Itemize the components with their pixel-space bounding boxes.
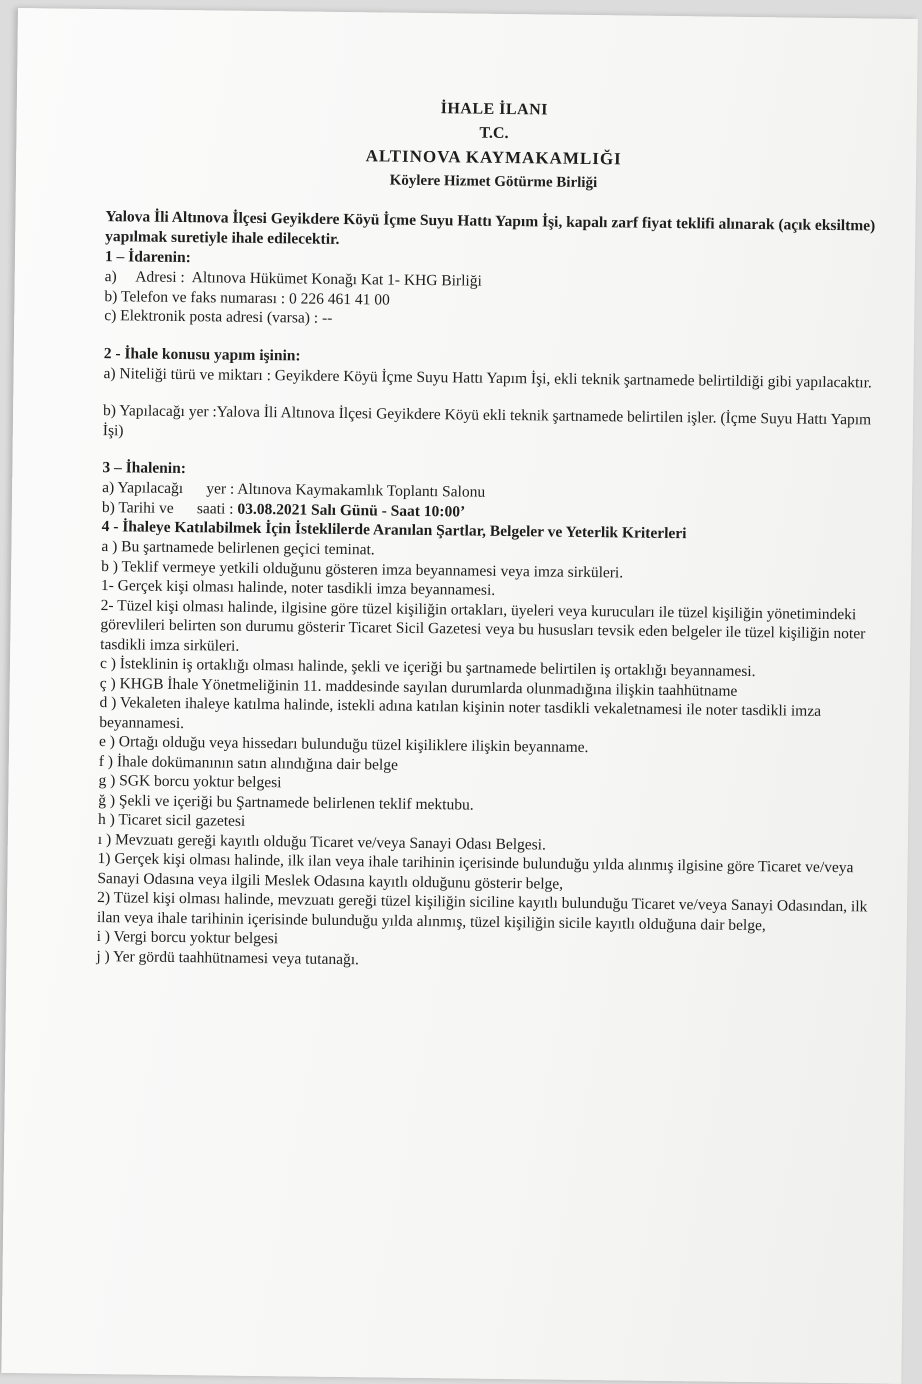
section-1-phone: b) Telefon ve faks numarası : 0 226 461 41 00 (104, 287, 390, 309)
requirement-item: c ) İsteklinin iş ortaklığı olması halinde, şekli ve içeriği bu şartnamede belirtilen iş ortaklığı beyannamesi. (99, 655, 756, 681)
requirement-item: d ) Vekaleten ihaleye katılma halinde, istekli adına katılan kişinin noter tasdikli vekaletnamesi ile noter tasdikli imza beyannamesi. (99, 694, 822, 732)
document-page (1, 8, 918, 1384)
section-2-nature: a) Niteliği türü ve miktarı : Geyikdere Köyü İçme Suyu Hattı Yapım İşi, ekli teknik şartnamede belirtildiği gibi yapılacaktır. (103, 364, 872, 391)
requirement-item: g ) SGK borcu yoktur belgesi (98, 772, 282, 792)
requirement-item: ı ) Mevzuatı gereği kayıtlı olduğu Ticaret ve/veya Sanayi Odası Belgesi. (97, 830, 547, 854)
document-header (106, 93, 882, 198)
requirement-item: ç ) KHGB İhale Yönetmeliğinin 11. maddesinde sayılan durumlarda olunmadığına ilişkin taahhütname (99, 674, 738, 700)
section-3-title: 3 – İhalenin: (102, 459, 187, 478)
requirement-item: a ) Bu şartnamede belirlenen geçici teminat. (101, 538, 375, 559)
section-3-datetime-label: b) Tarihi ve saati : (101, 498, 238, 518)
section-1-address: a) Adresi : Altınova Hükümet Konağı Kat 1- KHG Birliği (104, 268, 482, 290)
requirement-item: i ) Vergi borcu yoktur belgesi (96, 928, 279, 948)
section-3-place: a) Yapılacağı yer : Altınova Kaymakamlık Toplantı Salonu (102, 479, 486, 501)
header-title: İHALE İLANI (440, 100, 549, 119)
requirement-item: b ) Teklif vermeye yetkili olduğunu gösteren imza beyannamesi veya imza sirküleri. (101, 557, 624, 581)
requirement-item: h ) Ticaret sicil gazetesi (97, 811, 246, 830)
header-unit: Köylere Hizmet Götürme Birliği (389, 172, 598, 192)
section-2-location: b) Yapılacağı yer :Yalova İli Altınova İlçesi Geyikdere Köyü ekli teknik şartnamede belirtilen işler. (İçme Suyu Hattı Yapım İşi) (102, 402, 872, 439)
header-tc: T.C. (479, 124, 509, 143)
intro-paragraph: Yalova İli Altınova İlçesi Geyikdere Köyü İçme Suyu Hattı Yapım İşi, kapalı zarf fiyat teklifi alınarak (açık eksiltme) yapılmak suretiyle ihale edilecektir. (105, 208, 876, 248)
section-3-datetime-value: 03.08.2021 Salı Günü - Saat 10:00’ (237, 500, 466, 521)
section-1-email: c) Elektronik posta adresi (varsa) : -- (104, 307, 333, 327)
requirement-item: 2- Tüzel kişi olması halinde, ilgisine göre tüzel kişiliğin ortakları, üyeleri veya kurucuları ile tüzel kişiliğin yönetimindeki görevlileri belirten son durumu gösterir Ticaret Sicil Gazetesi veya bu hususları tevsik eden belgeler ile tüzel kişiliğin noter tasdikli imza sirküleri. (100, 596, 866, 655)
section-4-list (96, 537, 876, 975)
requirement-item: 1- Gerçek kişi olması halinde, noter tasdikli imza beyannamesi. (100, 577, 496, 599)
requirement-item: f ) İhale dokümanının satın alındığına dair belge (98, 752, 399, 774)
requirement-item: 1) Gerçek kişi olması halinde, ilk ilan veya ihale tarihinin içerisinde bulunduğu yılda alınmış ilgisine göre Ticaret ve/veya Sanayi Odasına veya ilgili Meslek Odasına kayıtlı olduğunu gösterir belge, (97, 850, 854, 893)
header-authority: ALTINOVA KAYMAKAMLIĞI (365, 146, 622, 169)
requirement-item: 2) Tüzel kişi olması halinde, mevzuatı gereği tüzel kişiliğin siciline kayıtlı bulunduğu Ticaret ve/veya Sanayi Odasından, ilk ilan veya ihale tarihinin içerisinde bulunduğu yılda alınmış, tüzel kişiliğin sicile kayıtlı olduğuna dair belge, (96, 889, 868, 934)
requirement-item: e ) Ortağı olduğu veya hissedarı bulunduğu tüzel kişiliklere ilişkin beyanname. (98, 733, 589, 757)
section-1-title: 1 – İdarenin: (104, 248, 191, 267)
section-2-title: 2 - İhale konusu yapım işinin: (103, 344, 301, 364)
section-4-title: 4 - İhaleye Katılabilmek İçin İsteklilerde Aranılan Şartlar, Belgeler ve Yeterlik Kriterleri (101, 518, 687, 543)
document-content (96, 93, 882, 975)
requirement-item: ğ ) Şekli ve içeriği bu Şartnamede belirlenen teklif mektubu. (98, 791, 474, 814)
requirement-item: j ) Yer gördü taahhütnamesi veya tutanağı. (96, 947, 360, 968)
